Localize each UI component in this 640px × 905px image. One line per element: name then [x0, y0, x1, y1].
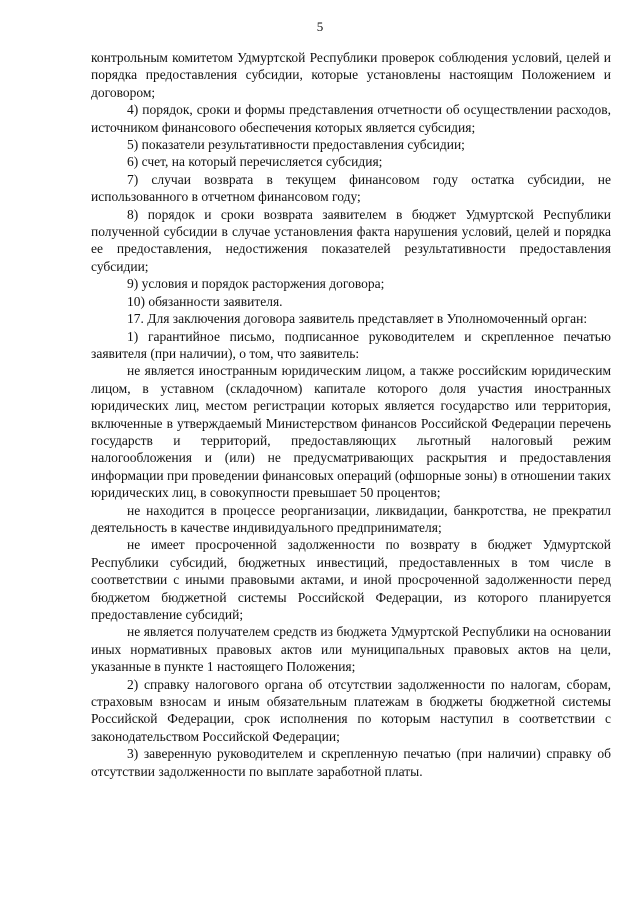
paragraph-item-5: 5) показатели результативности предоставления субсидии; — [127, 137, 465, 153]
paragraph-item-10: 10) обязанности заявителя. — [127, 293, 283, 309]
paragraph-subitem-2: 2) справку налогового органа об отсутствии задолженности по налогам, сборам, страховым взносам и иным обязательным платежам в бюджеты бюджетной системы Российской Федерации, срок исполнения по которым наступил в соответствии с законодательством Российской Федерации; — [91, 676, 611, 744]
paragraph-item-9: 9) условия и порядок расторжения договора; — [127, 276, 385, 292]
paragraph-item-7: 7) случаи возврата в текущем финансовом году остатка субсидии, не использованного в отчетном финансовом году; — [91, 171, 611, 205]
paragraph-item-4: 4) порядок, сроки и формы представления отчетности об осуществлении расходов, источником финансового обеспечения которых является субсидия; — [91, 102, 611, 135]
paragraph-item-6: 6) счет, на который перечисляется субсидия; — [127, 154, 383, 170]
paragraph-item-8: 8) порядок и сроки возврата заявителем в бюджет Удмуртской Республики полученной субсидии в случае установления факта нарушения условий, целей и порядка ее предоставления, недостижения показателей результативности предоставления субсидии; — [91, 206, 611, 274]
paragraph-subitem-1: 1) гарантийное письмо, подписанное руководителем и скрепленное печатью заявителя (при наличии), о том, что заявитель: — [91, 328, 611, 361]
paragraph-condition-other-funds: не является получателем средств из бюджета Удмуртской Республики на основании иных нормативных правовых актов или муниципальных правовых актов на цели, указанные в пункте 1 настоящего Положения; — [91, 624, 611, 675]
document-body — [91, 49, 611, 780]
paragraph-condition-foreign-entity: не является иностранным юридическим лицом, а также российским юридическим лицом, в уставном (складочном) капитале которого доля участия иностранных юридических лиц, местом регистрации которых является государство или территория, включенные в утверждаемый Министерством финансов Российской Федерации перечень государств и территорий, предоставляющих льготный налоговый режим налогообложения и (или) не предусматривающих раскрытия и предоставления информации при проведении финансовых операций (офшорные зоны) в отношении таких юридических лиц, в совокупности превышает 50 процентов; — [91, 363, 611, 501]
paragraph-condition-overdue-debt: не имеет просроченной задолженности по возврату в бюджет Удмуртской Республики субсидий, бюджетных инвестиций, предоставленных в том числе в соответствии с иными правовыми актами, и иной просроченной задолженности перед бюджетом бюджетной системы Российской Федерации, из которого планируется предоставление субсидий; — [91, 537, 611, 622]
paragraph-clause-17: 17. Для заключения договора заявитель представляет в Уполномоченный орган: — [127, 311, 588, 327]
paragraph-subitem-3: 3) заверенную руководителем и скрепленную печатью (при наличии) справку об отсутствии задолженности по выплате заработной платы. — [91, 746, 611, 779]
paragraph-condition-reorganization: не находится в процессе реорганизации, ликвидации, банкротства, не прекратил деятельность в качестве индивидуального предпринимателя; — [91, 502, 611, 535]
page-number: 5 — [316, 19, 324, 34]
paragraph-continuation: контрольным комитетом Удмуртской Республики проверок соблюдения условий, целей и порядка предоставления субсидии, которые установлены настоящим Положением и договором; — [91, 50, 611, 100]
